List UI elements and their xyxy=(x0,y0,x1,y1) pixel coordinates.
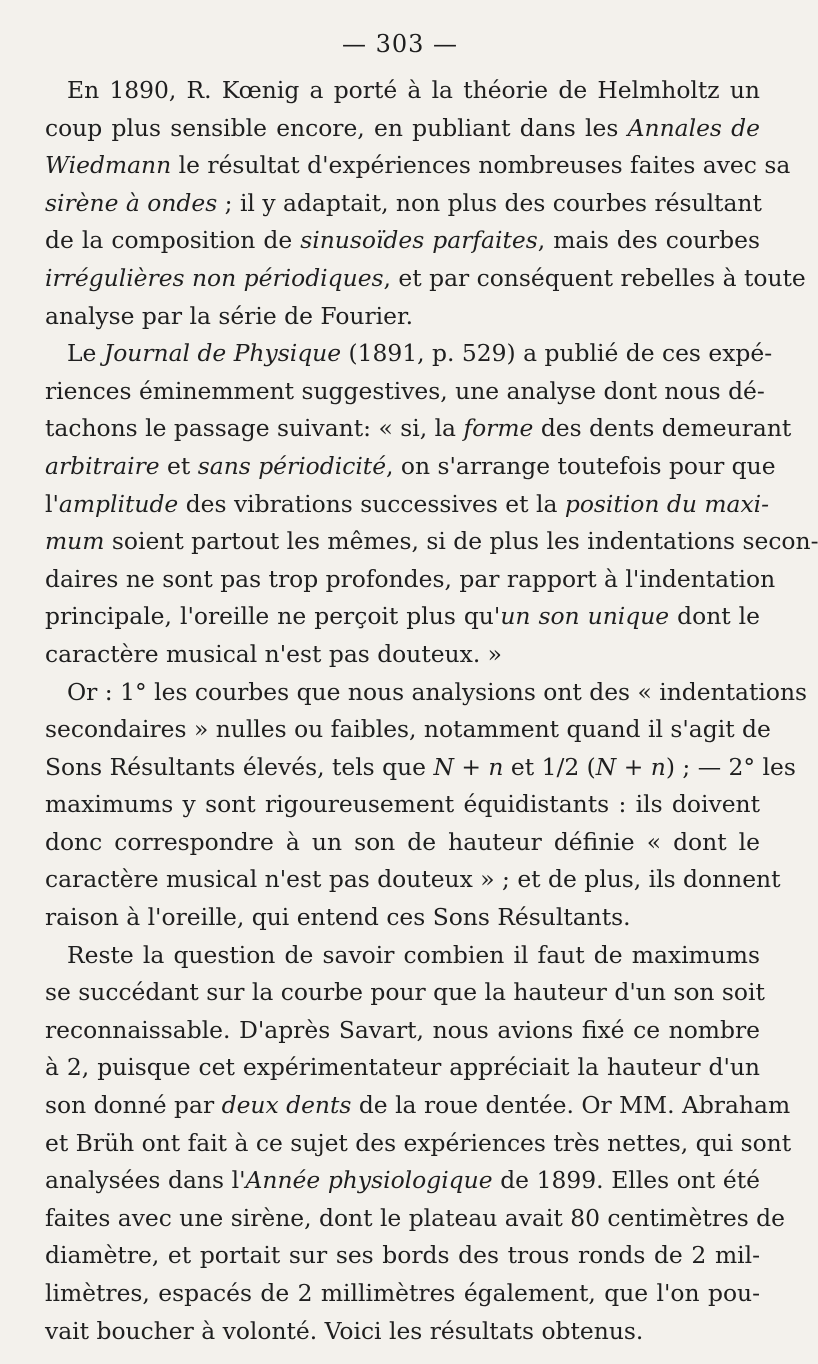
text-line: Le Journal de Physique (1891, p. 529) a publié de ces expé- xyxy=(67,339,773,368)
text-line: de la composition de sinusoïdes parfaites, mais des courbes xyxy=(45,226,760,255)
paragraph xyxy=(45,674,808,937)
text-line: Wiedmann le résultat d'expériences nombreuses faites avec sa xyxy=(45,151,791,180)
paragraph xyxy=(45,937,792,1351)
text-line: et Brüh ont fait à ce sujet des expériences très nettes, qui sont xyxy=(45,1128,792,1157)
paragraph xyxy=(45,335,818,673)
text-line: arbitraire et sans périodicité, on s'arrange toutefois pour que xyxy=(45,451,776,480)
text-line: Or : 1° les courbes que nous analysions ont des « indentations xyxy=(67,677,808,706)
text-line: analysées dans l'Année physiologique de 1899. Elles ont été xyxy=(45,1166,760,1195)
text-line: principale, l'oreille ne perçoit plus qu'un son unique dont le xyxy=(45,602,761,631)
text-line: tachons le passage suivant: « si, la forme des dents demeurant xyxy=(45,414,792,443)
body-text xyxy=(45,72,818,1350)
paragraph xyxy=(45,72,806,335)
text-line: mum soient partout les mêmes, si de plus les indentations secon- xyxy=(45,527,818,556)
text-line: son donné par deux dents de la roue dentée. Or MM. Abraham xyxy=(45,1091,791,1120)
page-number: — 303 — xyxy=(341,30,459,58)
text-line: En 1890, R. Kœnig a porté à la théorie de Helmholtz un xyxy=(67,76,760,104)
text-line: raison à l'oreille, qui entend ces Sons Résultants. xyxy=(45,903,631,932)
text-line: Sons Résultants élevés, tels que N + n et 1/2 (N + n) ; — 2° les xyxy=(45,752,796,781)
text-line: sirène à ondes ; il y adaptait, non plus des courbes résultant xyxy=(45,188,762,217)
text-line: l'amplitude des vibrations successives et la position du maxi- xyxy=(45,489,770,518)
text-line: caractère musical n'est pas douteux » ; et de plus, ils donnent xyxy=(45,865,781,894)
text-line: donc correspondre à un son de hauteur définie « dont le xyxy=(45,827,760,856)
text-line: reconnaissable. D'après Savart, nous avions fixé ce nombre xyxy=(45,1015,760,1044)
text-line: maximums y sont rigoureusement équidistants : ils doivent xyxy=(45,790,760,819)
text-line: secondaires » nulles ou faibles, notamment quand il s'agit de xyxy=(45,715,771,744)
text-line: limètres, espacés de 2 millimètres également, que l'on pou- xyxy=(45,1279,760,1307)
text-line: coup plus sensible encore, en publiant dans les Annales de xyxy=(45,113,760,142)
text-line: à 2, puisque cet expérimentateur appréciait la hauteur d'un xyxy=(45,1053,760,1082)
text-line: daires ne sont pas trop profondes, par rapport à l'indentation xyxy=(45,564,776,593)
text-line: Reste la question de savoir combien il faut de maximums xyxy=(67,940,760,969)
text-line: caractère musical n'est pas douteux. » xyxy=(45,639,502,668)
text-line: irrégulières non périodiques, et par conséquent rebelles à toute xyxy=(45,263,806,292)
text-line: vait boucher à volonté. Voici les résultats obtenus. xyxy=(45,1316,644,1345)
text-line: analyse par la série de Fourier. xyxy=(45,301,414,330)
text-line: riences éminemment suggestives, une analyse dont nous dé- xyxy=(45,376,765,405)
text-line: diamètre, et portait sur ses bords des trous ronds de 2 mil- xyxy=(45,1241,760,1270)
text-line: se succédant sur la courbe pour que la hauteur d'un son soit xyxy=(45,978,765,1007)
text-line: faites avec une sirène, dont le plateau avait 80 centimètres de xyxy=(45,1203,786,1232)
